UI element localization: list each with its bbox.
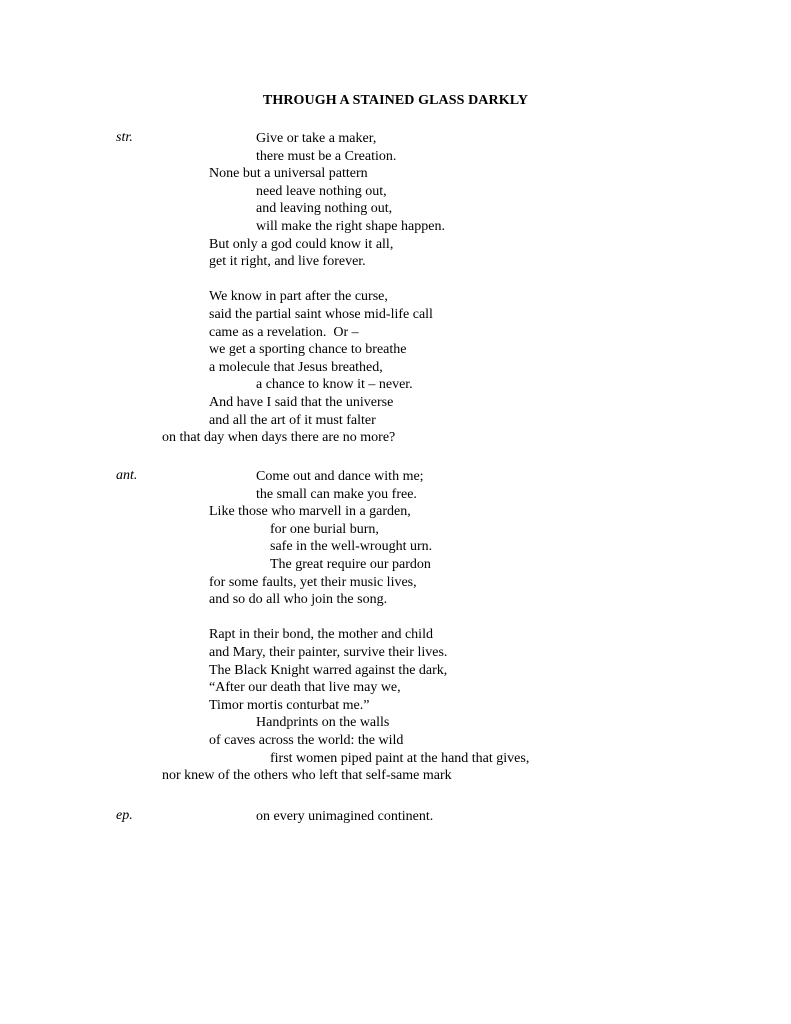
poem-line: a molecule that Jesus breathed, xyxy=(209,359,383,375)
section-label: str. xyxy=(116,130,133,145)
poem-line: Give or take a maker, xyxy=(256,131,377,146)
poem-line: we get a sporting chance to breathe xyxy=(209,342,407,358)
poem-line: of caves across the world: the wild xyxy=(209,733,404,748)
poem-line: Like those who marvell in a garden, xyxy=(209,504,411,520)
poem-line: The Black Knight warred against the dark, xyxy=(209,662,448,678)
poem-line: there must be a Creation. xyxy=(256,148,397,164)
poem-line: and all the art of it must falter xyxy=(209,412,376,428)
poem-line: and so do all who join the song. xyxy=(209,592,388,608)
poem-line: And have I said that the universe xyxy=(209,395,394,410)
poem-line: The great require our pardon xyxy=(270,557,431,572)
poem-line: and Mary, their painter, survive their lives. xyxy=(209,645,448,660)
poem-line: Come out and dance with me; xyxy=(256,469,424,484)
poem-line: on every unimagined continent. xyxy=(256,809,434,824)
poem-line: came as a revelation. Or – xyxy=(209,324,359,340)
poem-line: nor knew of the others who left that self-same mark xyxy=(162,768,452,784)
poem-line: Timor mortis conturbat me.” xyxy=(209,697,370,713)
poem-line: on that day when days there are no more? xyxy=(162,430,396,446)
poem-line: for some faults, yet their music lives, xyxy=(209,574,417,590)
poem-line: will make the right shape happen. xyxy=(256,219,445,234)
poem-line: None but a universal pattern xyxy=(209,166,368,182)
poem-line: said the partial saint whose mid-life call xyxy=(209,307,433,322)
poem-line: first women piped paint at the hand that gives, xyxy=(270,750,530,766)
poem-line: Rapt in their bond, the mother and child xyxy=(209,627,433,643)
poem-line: safe in the well-wrought urn. xyxy=(270,539,433,555)
poem-line: get it right, and live forever. xyxy=(209,254,366,270)
poem-line: But only a god could know it all, xyxy=(209,236,394,252)
poem-line: Handprints on the walls xyxy=(256,715,390,731)
poem-line: the small can make you free. xyxy=(256,486,417,502)
poem-line: We know in part after the curse, xyxy=(209,289,388,305)
poem-line: for one burial burn, xyxy=(270,521,379,537)
poem-line: and leaving nothing out, xyxy=(256,201,393,217)
poem-line: “After our death that live may we, xyxy=(209,680,401,696)
poem-title: THROUGH A STAINED GLASS DARKLY xyxy=(262,93,529,108)
section-label: ant. xyxy=(116,468,138,483)
poem-line: need leave nothing out, xyxy=(256,183,387,199)
poem-line: a chance to know it – never. xyxy=(256,377,413,393)
section-label: ep. xyxy=(116,808,133,823)
